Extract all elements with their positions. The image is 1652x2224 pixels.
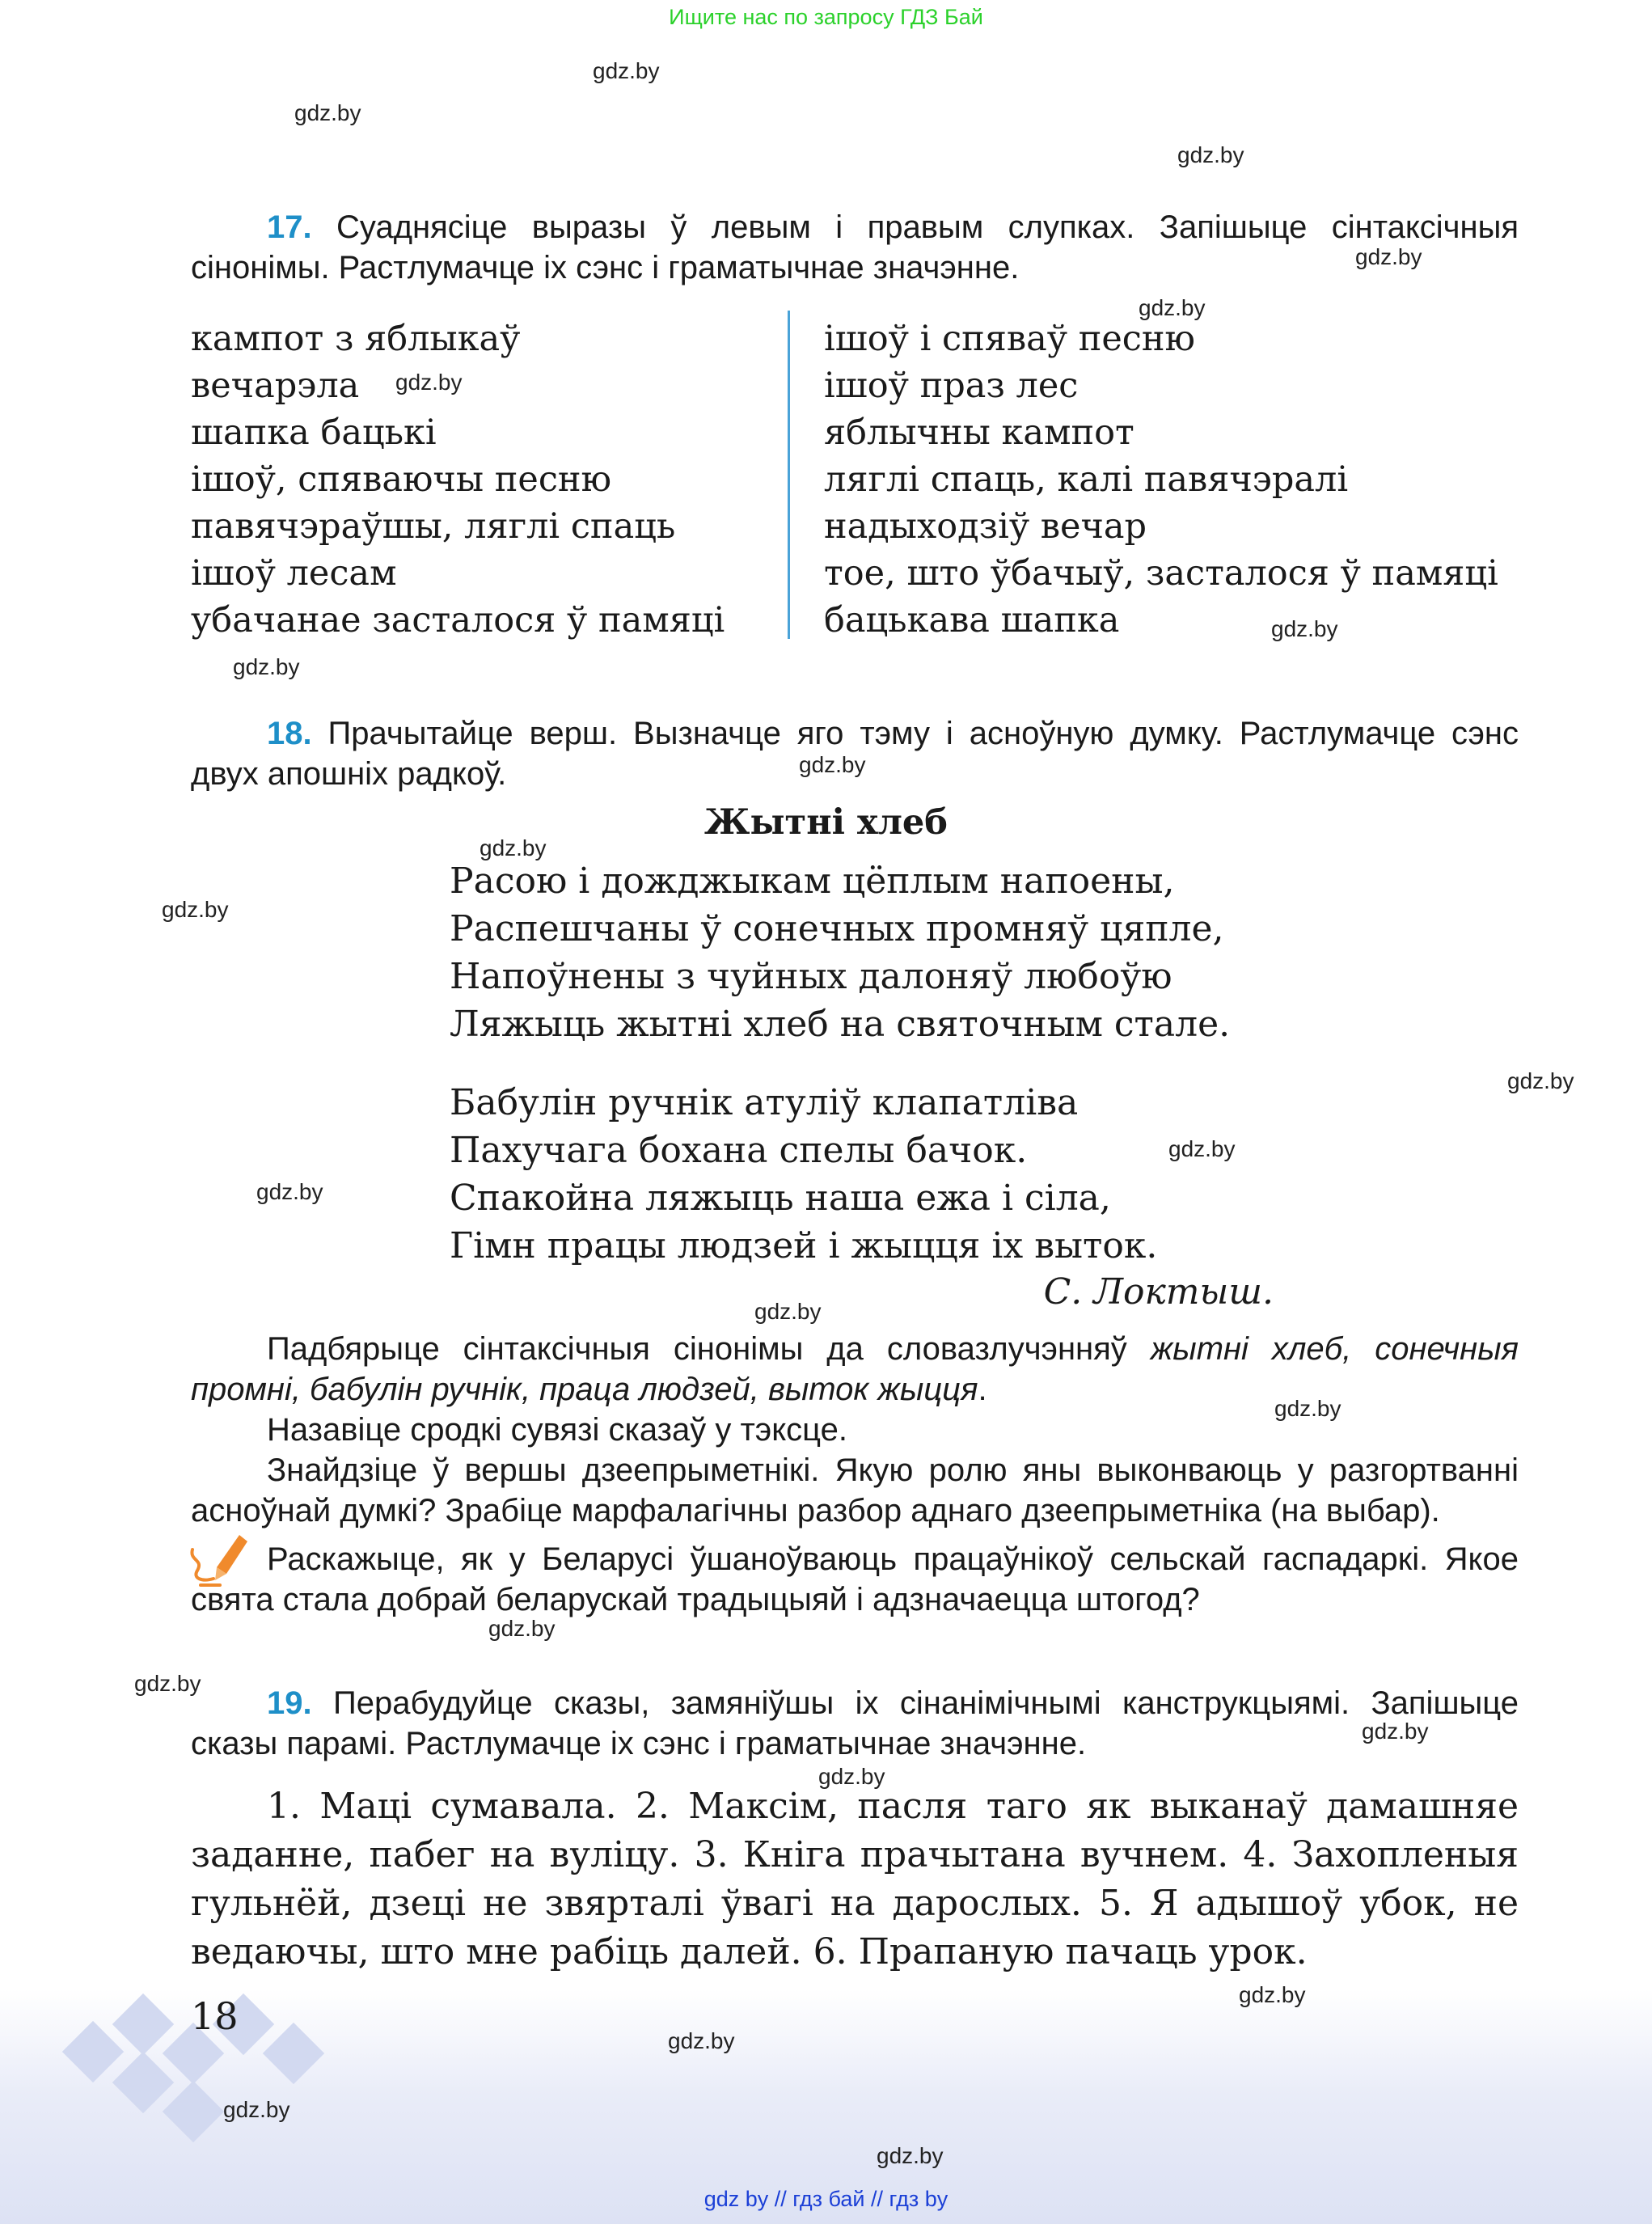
watermark: gdz.by	[1507, 1068, 1574, 1093]
column-divider	[788, 311, 790, 639]
footer-links[interactable]: gdz by // гдз бай // гдз by	[703, 2187, 949, 2211]
task-number: 17.	[267, 209, 312, 245]
watermark: gdz.by	[395, 370, 463, 395]
watermark: gdz.by	[593, 58, 660, 83]
list-item: яблычны кампот	[824, 412, 1134, 453]
poem-line: Ляжыць жытні хлеб на святочным стале.	[450, 1004, 1231, 1045]
list-item: бацькава шапка	[824, 600, 1120, 641]
task18-question	[191, 1329, 1519, 1410]
poem-stanza	[450, 857, 1230, 1048]
list-item: убачанае засталося ў памяці	[191, 600, 725, 641]
watermark: gdz.by	[818, 1764, 885, 1789]
list-item: ішоў лесам	[191, 553, 397, 594]
watermark: gdz.by	[233, 654, 300, 679]
watermark: gdz.by	[223, 2097, 290, 2122]
list-item: ішоў і спяваў песню	[824, 319, 1195, 359]
task18-instruction	[191, 713, 1519, 794]
watermark: gdz.by	[162, 897, 229, 922]
watermark: gdz.by	[1168, 1136, 1236, 1161]
poem-line: Напоўнены з чуйных далоняў любоўю	[450, 956, 1172, 997]
task-text: Суаднясіце выразы ў левым і правым слупках. Запішыце сінтаксічныя сінонімы. Растлумачце іх сэнс і граматычнае значэнне.	[191, 209, 1519, 285]
poem-line: Гімн працы людзей і жыцця іх выток.	[450, 1225, 1158, 1266]
list-item: тое, што ўбачыў, засталося ў памяці	[824, 553, 1498, 594]
poem-stanza	[450, 1079, 1157, 1270]
watermark: gdz.by	[480, 835, 547, 860]
task-number: 18.	[267, 716, 312, 751]
task-text: Перабудуйце сказы, замяніўшы іх сінанімічнымі канструкцыямі. Запішыце сказы парамі. Растлумачце іх сэнс і граматычнае значэнне.	[191, 1685, 1519, 1761]
watermark: gdz.by	[1362, 1719, 1429, 1744]
watermark: gdz.by	[754, 1299, 822, 1324]
question-italic: жытні хлеб, сонечныя промні, бабулін ручнік, праца людзей, выток жыцця	[191, 1331, 1519, 1407]
left-column	[191, 315, 725, 644]
watermark: gdz.by	[256, 1179, 323, 1204]
watermark: gdz.by	[294, 100, 361, 125]
task19-exercise: 1. Маці сумавала. 2. Максім, пасля таго як выканаў дамашняе заданне, пабег на вуліцу. 3. Кніга прачытана вучнем. 4. Захопленыя гульнёй, дзеці не звярталі ўвагі на дарослых. 5. Я адышоў убок, не ведаючы, што мне рабіць далей. 6. Прапаную пачаць урок.	[191, 1786, 1519, 1972]
task18-question: Знайдзіце ў вершы дзеепрыметнікі. Якую ролю яны выконваюць у разгортванні асноўнай думкі? Зрабіце марфалагічны разбор аднаго дзеепрыметніка (на выбар).	[191, 1452, 1519, 1528]
right-column	[824, 315, 1498, 644]
watermark: gdz.by	[799, 752, 866, 777]
watermark: gdz.by	[1139, 295, 1206, 320]
list-item: ішоў праз лес	[824, 366, 1079, 406]
watermark: gdz.by	[134, 1671, 201, 1696]
page-number: 18	[191, 1994, 239, 2038]
poem-line: Распешчаны ў сонечных промняў цяпле,	[450, 908, 1224, 949]
list-item: кампот з яблыкаў	[191, 319, 521, 359]
list-item: ляглі спаць, калі павячэралі	[824, 459, 1349, 500]
watermark: gdz.by	[1239, 1982, 1306, 2007]
watermark: gdz.by	[488, 1616, 556, 1641]
list-item: надыходзіў вечар	[824, 506, 1147, 547]
list-item: ішоў, спяваючы песню	[191, 459, 612, 500]
poem-author: С. Локтыш.	[1043, 1271, 1274, 1313]
task18-question: Назавіце сродкі сувязі сказаў у тэксце.	[267, 1412, 847, 1448]
task-text: Прачытайце верш. Вызначце яго тэму і асноўную думку. Растлумачце сэнс двух апошніх радкоў.	[191, 716, 1519, 792]
watermark: gdz.by	[1274, 1396, 1341, 1421]
watermark: gdz.by	[1271, 616, 1338, 641]
task-number: 19.	[267, 1685, 312, 1721]
poem-line: Расою і дожджыкам цёплым напоены,	[450, 860, 1175, 902]
question-end: .	[978, 1372, 987, 1407]
question-text: Падбярыце сінтаксічныя сінонімы да словазлучэнняў	[267, 1331, 1151, 1367]
watermark: gdz.by	[877, 2143, 944, 2168]
watermark: gdz.by	[668, 2028, 735, 2053]
poem-line: Бабулін ручнік атуліў клапатліва	[450, 1082, 1079, 1123]
list-item: вечарэла	[191, 366, 360, 406]
poem-line: Спакойна ляжыць наша ежа і сіла,	[450, 1178, 1111, 1219]
promo-link[interactable]: Ищите нас по запросу ГДЗ Бай	[669, 5, 983, 29]
poem-line: Пахучага бохана спелы бачок.	[450, 1130, 1028, 1171]
task18-question: Раскажыце, як у Беларусі ўшаноўваюць працаўнікоў сельскай гаспадаркі. Якое свята стала добрай беларускай традыцыяй і адзначаецца штогод?	[191, 1541, 1519, 1617]
watermark: gdz.by	[1355, 244, 1422, 269]
task17-instruction	[191, 207, 1519, 288]
task19-instruction	[191, 1683, 1519, 1764]
poem-title: Жытні хлеб	[704, 802, 948, 843]
list-item: павячэраўшы, ляглі спаць	[191, 506, 676, 547]
watermark: gdz.by	[1177, 142, 1244, 167]
list-item: шапка бацькі	[191, 412, 437, 453]
